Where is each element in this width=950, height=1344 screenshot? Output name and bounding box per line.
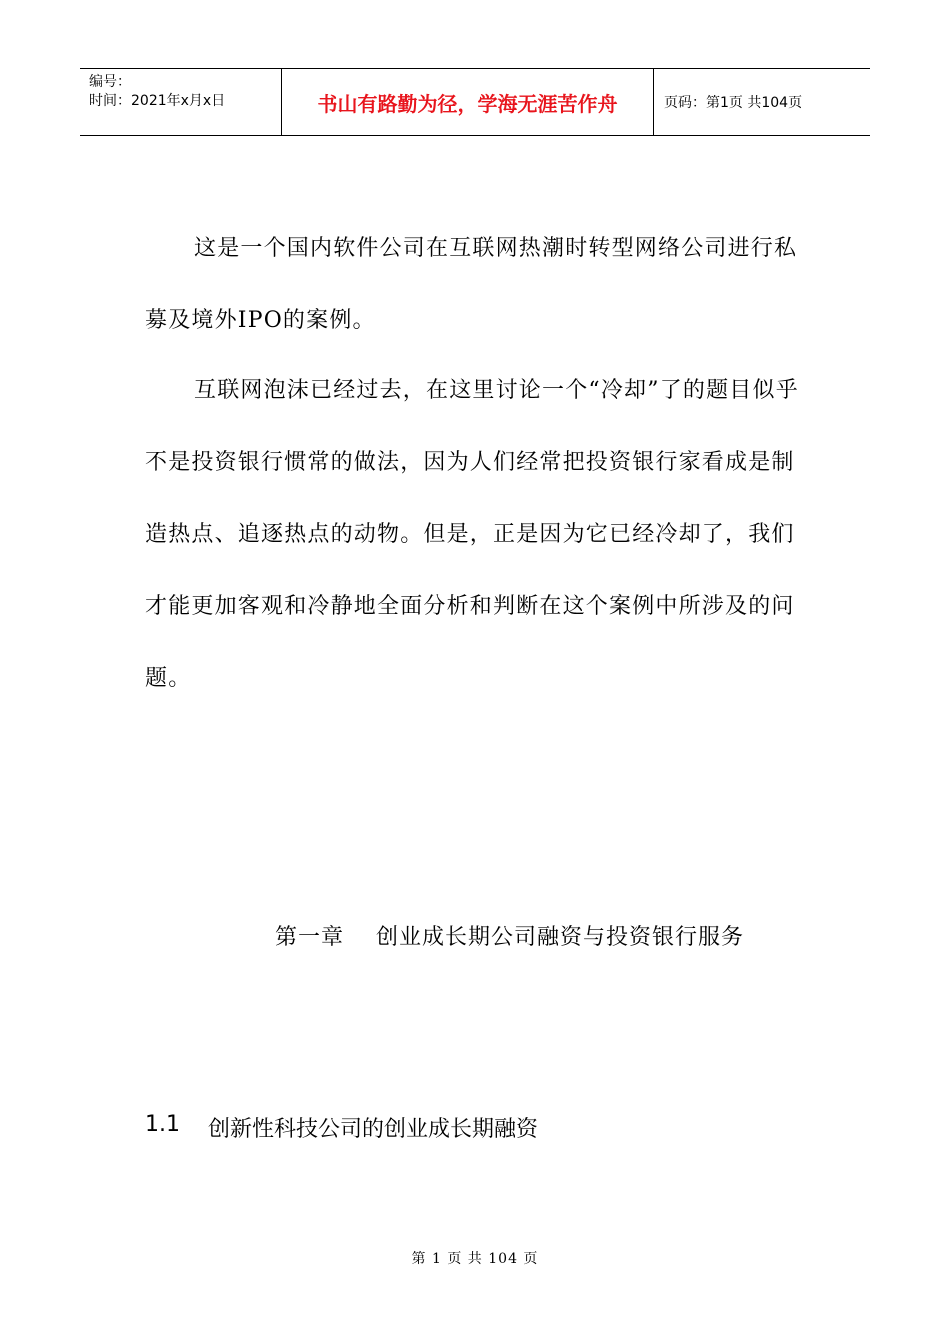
header-motto-cell (281, 69, 654, 135)
header-page-cell (654, 69, 870, 135)
page-header (80, 68, 870, 136)
page-footer: 第 1 页 共 104 页 (411, 1251, 539, 1267)
section-heading (145, 1112, 538, 1143)
chapter-title: 第一章 创业成长期公司融资与投资银行服务 (275, 925, 744, 950)
section-number: 1.1 (145, 1112, 180, 1137)
body-paragraph-2: 互联网泡沫已经过去，在这里讨论一个“冷却”了的题目似乎不是投资银行惯常的做法，因为人们经常把投资银行家看成是制造热点、追逐热点的动物。但是，正是因为它已经冷却了，我们才能更加客观和冷静地全面分析和判断在这个案例中所涉及的问题。 (145, 378, 799, 691)
header-left-cell (80, 69, 281, 135)
document-number-label: 编号： (89, 74, 131, 90)
header-page-info: 页码：第1页 共104页 (664, 95, 803, 111)
body-paragraph-1: 这是一个国内软件公司在互联网热潮时转型网络公司进行私募及境外IPO的案例。 (145, 236, 798, 333)
section-title: 创新性科技公司的创业成长期融资 (208, 1117, 539, 1142)
document-date-label: 时间：2021年x月x日 (89, 93, 226, 109)
header-motto: 书山有路勤为径，学海无涯苦作舟 (317, 91, 618, 116)
